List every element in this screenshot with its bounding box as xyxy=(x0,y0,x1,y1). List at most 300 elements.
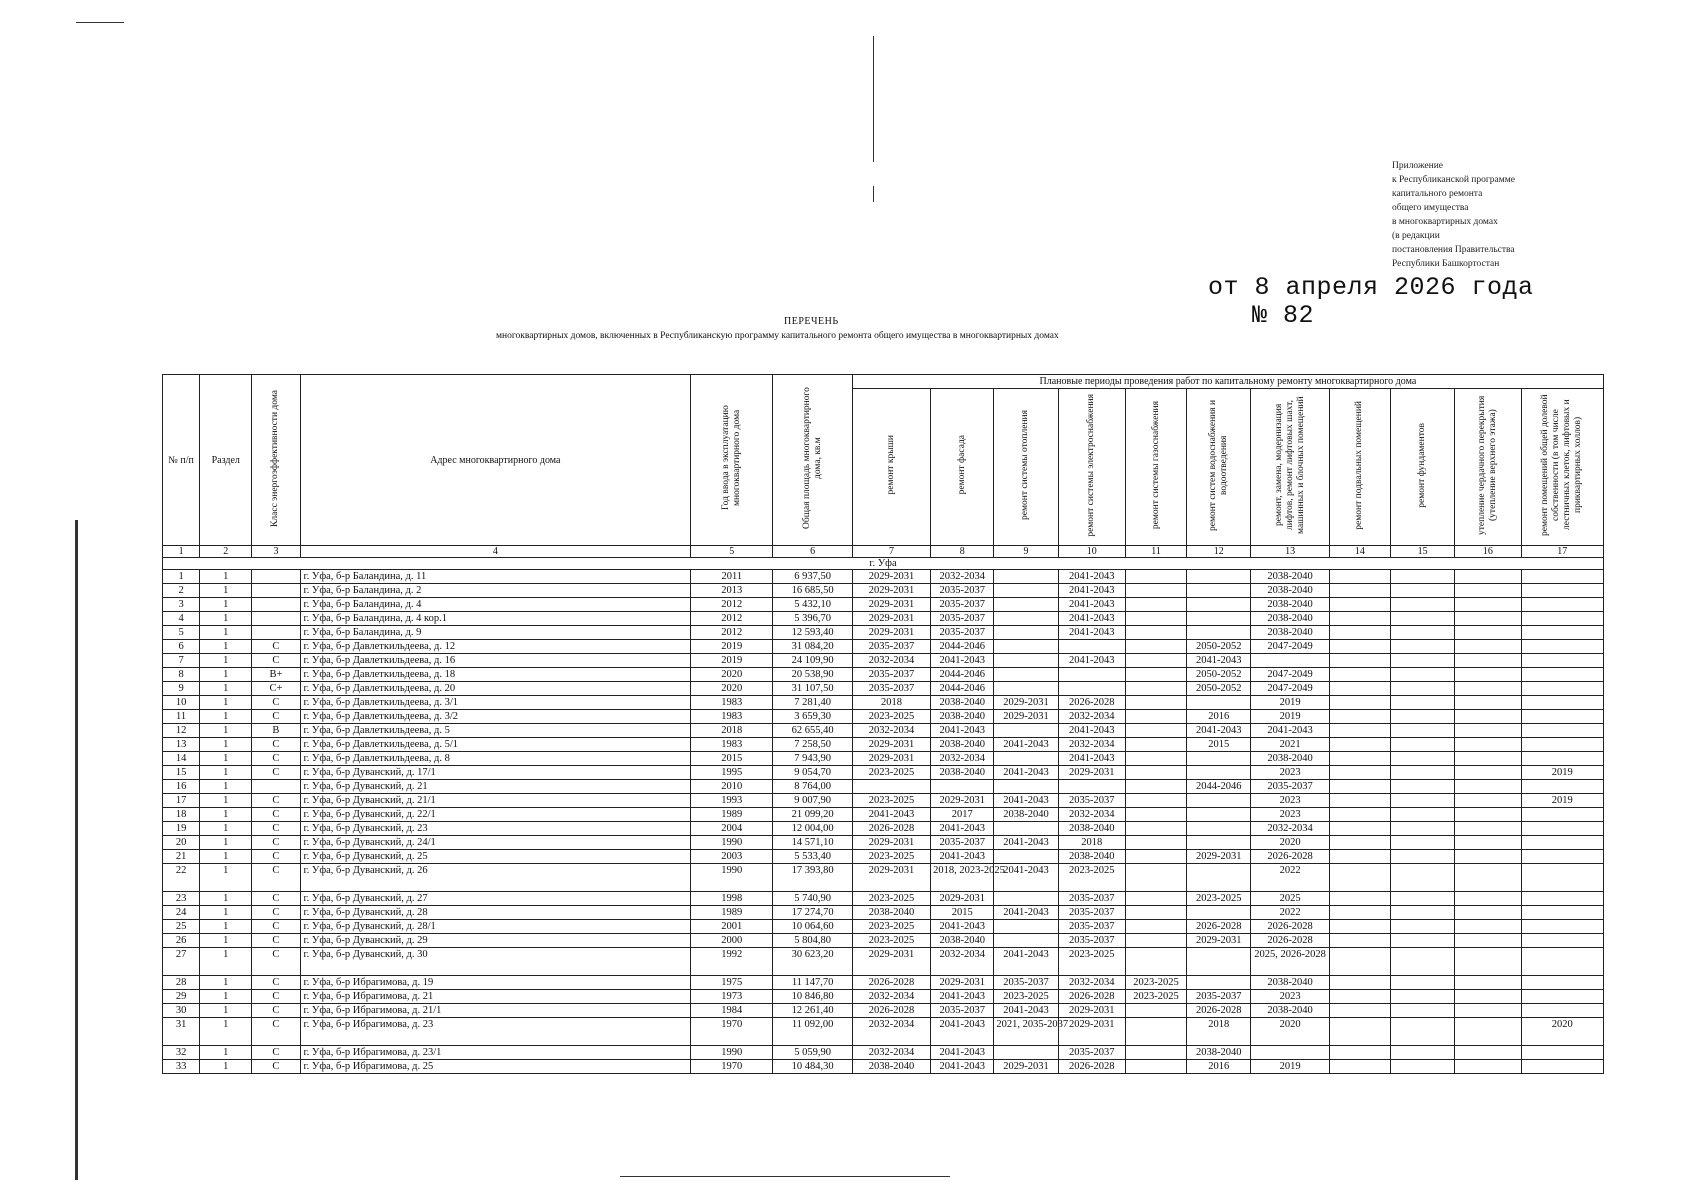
row-address-cell: г. Уфа, б-р Давлеткильдеева, д. 3/1 xyxy=(300,696,691,710)
scan-mark-left-edge xyxy=(75,520,78,1180)
row-facade-cell: 2035-2037 xyxy=(931,584,994,598)
table-row xyxy=(163,626,1604,640)
header-electric xyxy=(1058,389,1125,546)
row-common-areas-cell xyxy=(1521,738,1604,752)
row-common-areas-cell xyxy=(1521,584,1604,598)
row-electric-cell: 2038-2040 xyxy=(1058,850,1125,864)
row-facade-cell: 2041-2043 xyxy=(931,1018,994,1046)
row-electric-cell: 2035-2037 xyxy=(1058,920,1125,934)
row-num-cell: 33 xyxy=(163,1060,200,1074)
row-energy-class-cell: C xyxy=(252,906,300,920)
row-year-cell: 1990 xyxy=(691,864,773,892)
row-section-cell: 1 xyxy=(200,808,252,822)
row-water-cell xyxy=(1187,864,1251,892)
row-num-cell: 3 xyxy=(163,598,200,612)
row-gas-cell xyxy=(1125,808,1186,822)
decree-number: № 82 xyxy=(1252,301,1315,330)
row-facade-cell: 2032-2034 xyxy=(931,752,994,766)
decree-stamp xyxy=(1208,274,1534,330)
row-roof-cell: 2038-2040 xyxy=(852,906,930,920)
row-roof-cell: 2038-2040 xyxy=(852,1060,930,1074)
table-row xyxy=(163,934,1604,948)
row-num-cell: 30 xyxy=(163,1004,200,1018)
row-electric-cell: 2032-2034 xyxy=(1058,710,1125,724)
row-facade-cell: 2035-2037 xyxy=(931,612,994,626)
row-roof-cell: 2023-2025 xyxy=(852,934,930,948)
row-foundation-cell xyxy=(1390,682,1454,696)
row-energy-class-cell: C xyxy=(252,822,300,836)
row-energy-class-cell: C xyxy=(252,808,300,822)
row-attic-cell xyxy=(1455,864,1521,892)
row-foundation-cell xyxy=(1390,850,1454,864)
column-number-cell: 6 xyxy=(773,546,852,558)
row-gas-cell xyxy=(1125,864,1186,892)
row-energy-class-cell: C xyxy=(252,976,300,990)
row-year-cell: 2012 xyxy=(691,626,773,640)
row-attic-cell xyxy=(1455,934,1521,948)
row-energy-class-cell xyxy=(252,570,300,584)
row-roof-cell: 2029-2031 xyxy=(852,626,930,640)
row-basement-cell xyxy=(1329,1060,1390,1074)
row-energy-class-cell: C xyxy=(252,990,300,1004)
row-foundation-cell xyxy=(1390,948,1454,976)
row-section-cell: 1 xyxy=(200,766,252,780)
row-facade-cell: 2035-2037 xyxy=(931,1004,994,1018)
row-electric-cell: 2041-2043 xyxy=(1058,570,1125,584)
row-electric-cell xyxy=(1058,668,1125,682)
header-water-text: ремонт систем водоснабжения и водоотведения xyxy=(1207,399,1229,531)
city-name: г. Уфа xyxy=(163,558,1604,570)
row-year-cell: 2018 xyxy=(691,724,773,738)
header-attic xyxy=(1455,389,1521,546)
row-facade-cell: 2044-2046 xyxy=(931,640,994,654)
row-address-cell: г. Уфа, б-р Ибрагимова, д. 21/1 xyxy=(300,1004,691,1018)
row-elevator-cell: 2023 xyxy=(1251,794,1329,808)
row-section-cell: 1 xyxy=(200,1046,252,1060)
row-foundation-cell xyxy=(1390,864,1454,892)
row-gas-cell xyxy=(1125,598,1186,612)
row-year-cell: 2019 xyxy=(691,640,773,654)
row-section-cell: 1 xyxy=(200,850,252,864)
row-area-cell: 17 274,70 xyxy=(773,906,852,920)
row-basement-cell xyxy=(1329,710,1390,724)
appendix-note xyxy=(1392,159,1592,271)
row-facade-cell: 2041-2043 xyxy=(931,724,994,738)
row-water-cell xyxy=(1187,626,1251,640)
row-area-cell: 10 846,80 xyxy=(773,990,852,1004)
row-common-areas-cell xyxy=(1521,906,1604,920)
row-heating-cell xyxy=(994,584,1058,598)
row-roof-cell: 2032-2034 xyxy=(852,1018,930,1046)
row-common-areas-cell xyxy=(1521,570,1604,584)
row-basement-cell xyxy=(1329,612,1390,626)
row-electric-cell: 2032-2034 xyxy=(1058,738,1125,752)
row-num-cell: 28 xyxy=(163,976,200,990)
row-address-cell: г. Уфа, б-р Давлеткильдеева, д. 18 xyxy=(300,668,691,682)
row-water-cell xyxy=(1187,822,1251,836)
row-foundation-cell xyxy=(1390,570,1454,584)
row-attic-cell xyxy=(1455,1018,1521,1046)
row-water-cell: 2016 xyxy=(1187,1060,1251,1074)
row-year-cell: 2000 xyxy=(691,934,773,948)
row-gas-cell xyxy=(1125,654,1186,668)
row-gas-cell xyxy=(1125,570,1186,584)
row-gas-cell xyxy=(1125,1004,1186,1018)
row-heating-cell xyxy=(994,612,1058,626)
row-water-cell: 2015 xyxy=(1187,738,1251,752)
row-basement-cell xyxy=(1329,696,1390,710)
row-common-areas-cell: 2020 xyxy=(1521,1018,1604,1046)
row-water-cell xyxy=(1187,948,1251,976)
row-year-cell: 2020 xyxy=(691,682,773,696)
row-basement-cell xyxy=(1329,1018,1390,1046)
row-foundation-cell xyxy=(1390,1060,1454,1074)
appendix-line: в многоквартирных домах xyxy=(1392,217,1498,227)
row-num-cell: 26 xyxy=(163,934,200,948)
row-common-areas-cell xyxy=(1521,892,1604,906)
row-foundation-cell xyxy=(1390,584,1454,598)
row-year-cell: 2019 xyxy=(691,654,773,668)
row-elevator-cell: 2020 xyxy=(1251,1018,1329,1046)
row-facade-cell: 2029-2031 xyxy=(931,976,994,990)
row-elevator-cell: 2023 xyxy=(1251,808,1329,822)
city-row xyxy=(163,558,1604,570)
row-section-cell: 1 xyxy=(200,738,252,752)
row-area-cell: 11 092,00 xyxy=(773,1018,852,1046)
table-row xyxy=(163,780,1604,794)
row-roof-cell: 2023-2025 xyxy=(852,850,930,864)
row-elevator-cell: 2038-2040 xyxy=(1251,570,1329,584)
row-water-cell xyxy=(1187,612,1251,626)
table-row xyxy=(163,990,1604,1004)
row-electric-cell: 2038-2040 xyxy=(1058,822,1125,836)
row-basement-cell xyxy=(1329,1004,1390,1018)
row-basement-cell xyxy=(1329,976,1390,990)
row-num-cell: 23 xyxy=(163,892,200,906)
row-year-cell: 2004 xyxy=(691,822,773,836)
row-section-cell: 1 xyxy=(200,836,252,850)
row-basement-cell xyxy=(1329,892,1390,906)
table-row xyxy=(163,948,1604,976)
row-foundation-cell xyxy=(1390,808,1454,822)
row-energy-class-cell: C+ xyxy=(252,682,300,696)
header-basement-text: ремонт подвальных помещений xyxy=(1354,400,1365,530)
row-attic-cell xyxy=(1455,668,1521,682)
row-basement-cell xyxy=(1329,906,1390,920)
header-basement xyxy=(1329,389,1390,546)
row-foundation-cell xyxy=(1390,766,1454,780)
row-common-areas-cell xyxy=(1521,1046,1604,1060)
row-roof-cell: 2018 xyxy=(852,696,930,710)
row-roof-cell: 2032-2034 xyxy=(852,724,930,738)
row-energy-class-cell: C xyxy=(252,640,300,654)
row-facade-cell: 2041-2043 xyxy=(931,920,994,934)
row-year-cell: 2013 xyxy=(691,584,773,598)
row-foundation-cell xyxy=(1390,822,1454,836)
row-electric-cell: 2026-2028 xyxy=(1058,1060,1125,1074)
row-gas-cell xyxy=(1125,906,1186,920)
scan-mark-top-left xyxy=(76,22,124,23)
row-area-cell: 7 281,40 xyxy=(773,696,852,710)
row-area-cell: 12 593,40 xyxy=(773,626,852,640)
row-foundation-cell xyxy=(1390,892,1454,906)
row-roof-cell: 2023-2025 xyxy=(852,794,930,808)
row-foundation-cell xyxy=(1390,598,1454,612)
row-roof-cell: 2029-2031 xyxy=(852,598,930,612)
row-water-cell: 2041-2043 xyxy=(1187,724,1251,738)
row-gas-cell xyxy=(1125,584,1186,598)
column-number-cell: 8 xyxy=(931,546,994,558)
row-num-cell: 13 xyxy=(163,738,200,752)
row-attic-cell xyxy=(1455,696,1521,710)
row-roof-cell: 2035-2037 xyxy=(852,682,930,696)
row-address-cell: г. Уфа, б-р Дуванский, д. 21 xyxy=(300,780,691,794)
row-gas-cell xyxy=(1125,780,1186,794)
row-heating-cell xyxy=(994,780,1058,794)
row-heating-cell: 2041-2043 xyxy=(994,836,1058,850)
row-water-cell: 2016 xyxy=(1187,710,1251,724)
row-area-cell: 21 099,20 xyxy=(773,808,852,822)
row-section-cell: 1 xyxy=(200,640,252,654)
row-year-cell: 1973 xyxy=(691,990,773,1004)
row-common-areas-cell xyxy=(1521,850,1604,864)
row-electric-cell: 2023-2025 xyxy=(1058,864,1125,892)
row-energy-class-cell: C xyxy=(252,934,300,948)
row-heating-cell: 2041-2043 xyxy=(994,1004,1058,1018)
row-area-cell: 9 007,90 xyxy=(773,794,852,808)
row-area-cell: 10 484,30 xyxy=(773,1060,852,1074)
row-num-cell: 19 xyxy=(163,822,200,836)
row-year-cell: 1983 xyxy=(691,710,773,724)
row-section-cell: 1 xyxy=(200,948,252,976)
row-common-areas-cell xyxy=(1521,1004,1604,1018)
row-attic-cell xyxy=(1455,920,1521,934)
row-elevator-cell xyxy=(1251,654,1329,668)
row-year-cell: 1970 xyxy=(691,1018,773,1046)
table-row xyxy=(163,570,1604,584)
row-attic-cell xyxy=(1455,1004,1521,1018)
row-energy-class-cell: C xyxy=(252,1004,300,1018)
row-heating-cell xyxy=(994,598,1058,612)
column-number-cell: 1 xyxy=(163,546,200,558)
row-gas-cell xyxy=(1125,682,1186,696)
row-section-cell: 1 xyxy=(200,598,252,612)
row-address-cell: г. Уфа, б-р Баландина, д. 11 xyxy=(300,570,691,584)
row-water-cell xyxy=(1187,766,1251,780)
row-basement-cell xyxy=(1329,682,1390,696)
row-basement-cell xyxy=(1329,836,1390,850)
row-common-areas-cell xyxy=(1521,934,1604,948)
row-foundation-cell xyxy=(1390,1018,1454,1046)
row-elevator-cell: 2035-2037 xyxy=(1251,780,1329,794)
appendix-line: (в редакции xyxy=(1392,231,1440,241)
row-energy-class-cell: C xyxy=(252,836,300,850)
row-foundation-cell xyxy=(1390,934,1454,948)
row-section-cell: 1 xyxy=(200,934,252,948)
row-facade-cell: 2038-2040 xyxy=(931,934,994,948)
row-heating-cell xyxy=(994,682,1058,696)
row-basement-cell xyxy=(1329,598,1390,612)
row-num-cell: 11 xyxy=(163,710,200,724)
row-common-areas-cell xyxy=(1521,822,1604,836)
appendix-line: капитального ремонта xyxy=(1392,189,1483,199)
row-foundation-cell xyxy=(1390,668,1454,682)
row-num-cell: 24 xyxy=(163,906,200,920)
row-energy-class-cell: C xyxy=(252,1046,300,1060)
row-water-cell: 2041-2043 xyxy=(1187,654,1251,668)
row-foundation-cell xyxy=(1390,906,1454,920)
row-basement-cell xyxy=(1329,626,1390,640)
row-electric-cell: 2032-2034 xyxy=(1058,976,1125,990)
row-heating-cell: 2023-2025 xyxy=(994,990,1058,1004)
row-heating-cell: 2041-2043 xyxy=(994,794,1058,808)
column-number-cell: 14 xyxy=(1329,546,1390,558)
row-address-cell: г. Уфа, б-р Дуванский, д. 24/1 xyxy=(300,836,691,850)
row-roof-cell: 2029-2031 xyxy=(852,948,930,976)
header-heating-text: ремонт системы отопления xyxy=(1020,410,1031,520)
row-common-areas-cell xyxy=(1521,920,1604,934)
row-address-cell: г. Уфа, б-р Дуванский, д. 17/1 xyxy=(300,766,691,780)
table-row xyxy=(163,808,1604,822)
row-attic-cell xyxy=(1455,990,1521,1004)
table-row xyxy=(163,1018,1604,1046)
row-common-areas-cell xyxy=(1521,724,1604,738)
row-area-cell: 20 538,90 xyxy=(773,668,852,682)
row-facade-cell xyxy=(931,780,994,794)
row-facade-cell: 2041-2043 xyxy=(931,850,994,864)
row-energy-class-cell: C xyxy=(252,920,300,934)
row-foundation-cell xyxy=(1390,654,1454,668)
decree-date: от 8 апреля 2026 года xyxy=(1208,273,1534,302)
row-energy-class-cell xyxy=(252,598,300,612)
header-roof-text: ремонт крыши xyxy=(885,435,896,495)
row-heating-cell: 2041-2043 xyxy=(994,864,1058,892)
row-section-cell: 1 xyxy=(200,612,252,626)
row-area-cell: 31 084,20 xyxy=(773,640,852,654)
row-gas-cell: 2023-2025 xyxy=(1125,990,1186,1004)
appendix-line: к Республиканской программе xyxy=(1392,175,1515,185)
table-row xyxy=(163,822,1604,836)
header-year xyxy=(691,375,773,546)
row-energy-class-cell: C xyxy=(252,766,300,780)
row-water-cell: 2029-2031 xyxy=(1187,934,1251,948)
header-area-text: Общая площадь многоквартирного дома, кв.м xyxy=(801,387,823,529)
row-facade-cell: 2035-2037 xyxy=(931,836,994,850)
row-attic-cell xyxy=(1455,836,1521,850)
row-water-cell: 2050-2052 xyxy=(1187,668,1251,682)
row-year-cell: 1989 xyxy=(691,906,773,920)
row-common-areas-cell xyxy=(1521,598,1604,612)
row-address-cell: г. Уфа, б-р Дуванский, д. 21/1 xyxy=(300,794,691,808)
row-electric-cell: 2041-2043 xyxy=(1058,654,1125,668)
table-row xyxy=(163,696,1604,710)
row-num-cell: 32 xyxy=(163,1046,200,1060)
row-address-cell: г. Уфа, б-р Дуванский, д. 29 xyxy=(300,934,691,948)
header-elevator xyxy=(1251,389,1329,546)
column-number-cell: 7 xyxy=(852,546,930,558)
row-attic-cell xyxy=(1455,752,1521,766)
header-water xyxy=(1187,389,1251,546)
row-attic-cell xyxy=(1455,738,1521,752)
row-num-cell: 18 xyxy=(163,808,200,822)
row-num-cell: 7 xyxy=(163,654,200,668)
table-row xyxy=(163,1004,1604,1018)
header-roof xyxy=(852,389,930,546)
row-num-cell: 31 xyxy=(163,1018,200,1046)
row-area-cell: 24 109,90 xyxy=(773,654,852,668)
row-year-cell: 1995 xyxy=(691,766,773,780)
row-elevator-cell: 2022 xyxy=(1251,906,1329,920)
row-num-cell: 29 xyxy=(163,990,200,1004)
row-water-cell xyxy=(1187,794,1251,808)
row-area-cell: 14 571,10 xyxy=(773,836,852,850)
table-row xyxy=(163,598,1604,612)
row-section-cell: 1 xyxy=(200,906,252,920)
row-gas-cell xyxy=(1125,1060,1186,1074)
row-elevator-cell: 2026-2028 xyxy=(1251,934,1329,948)
row-electric-cell: 2026-2028 xyxy=(1058,696,1125,710)
row-energy-class-cell: C xyxy=(252,892,300,906)
row-year-cell: 1993 xyxy=(691,794,773,808)
row-attic-cell xyxy=(1455,710,1521,724)
row-section-cell: 1 xyxy=(200,1060,252,1074)
table-row xyxy=(163,710,1604,724)
row-elevator-cell: 2020 xyxy=(1251,836,1329,850)
row-attic-cell xyxy=(1455,850,1521,864)
row-gas-cell xyxy=(1125,1018,1186,1046)
row-address-cell: г. Уфа, б-р Давлеткильдеева, д. 3/2 xyxy=(300,710,691,724)
row-num-cell: 6 xyxy=(163,640,200,654)
row-gas-cell xyxy=(1125,640,1186,654)
row-area-cell: 5 804,80 xyxy=(773,934,852,948)
header-address: Адрес многоквартирного дома xyxy=(300,375,691,546)
row-basement-cell xyxy=(1329,738,1390,752)
column-number-cell: 17 xyxy=(1521,546,1604,558)
table-row xyxy=(163,850,1604,864)
row-energy-class-cell: C xyxy=(252,794,300,808)
row-num-cell: 16 xyxy=(163,780,200,794)
row-elevator-cell: 2047-2049 xyxy=(1251,668,1329,682)
table-row xyxy=(163,668,1604,682)
row-area-cell: 12 004,00 xyxy=(773,822,852,836)
row-elevator-cell: 2025 xyxy=(1251,892,1329,906)
row-address-cell: г. Уфа, б-р Ибрагимова, д. 23 xyxy=(300,1018,691,1046)
row-basement-cell xyxy=(1329,766,1390,780)
row-common-areas-cell xyxy=(1521,808,1604,822)
column-number-cell: 16 xyxy=(1455,546,1521,558)
row-common-areas-cell xyxy=(1521,864,1604,892)
row-water-cell: 2026-2028 xyxy=(1187,1004,1251,1018)
row-energy-class-cell: C xyxy=(252,654,300,668)
row-foundation-cell xyxy=(1390,710,1454,724)
table-row xyxy=(163,654,1604,668)
row-attic-cell xyxy=(1455,570,1521,584)
row-basement-cell xyxy=(1329,724,1390,738)
row-gas-cell xyxy=(1125,892,1186,906)
row-electric-cell: 2035-2037 xyxy=(1058,906,1125,920)
column-number-row xyxy=(163,546,1604,558)
header-gas-text: ремонт системы газоснабжения xyxy=(1150,400,1161,530)
row-energy-class-cell xyxy=(252,584,300,598)
row-heating-cell xyxy=(994,934,1058,948)
row-year-cell: 2020 xyxy=(691,668,773,682)
appendix-line: общего имущества xyxy=(1392,203,1469,213)
row-common-areas-cell xyxy=(1521,654,1604,668)
row-heating-cell xyxy=(994,654,1058,668)
row-roof-cell: 2029-2031 xyxy=(852,836,930,850)
row-common-areas-cell xyxy=(1521,696,1604,710)
row-water-cell: 2050-2052 xyxy=(1187,640,1251,654)
